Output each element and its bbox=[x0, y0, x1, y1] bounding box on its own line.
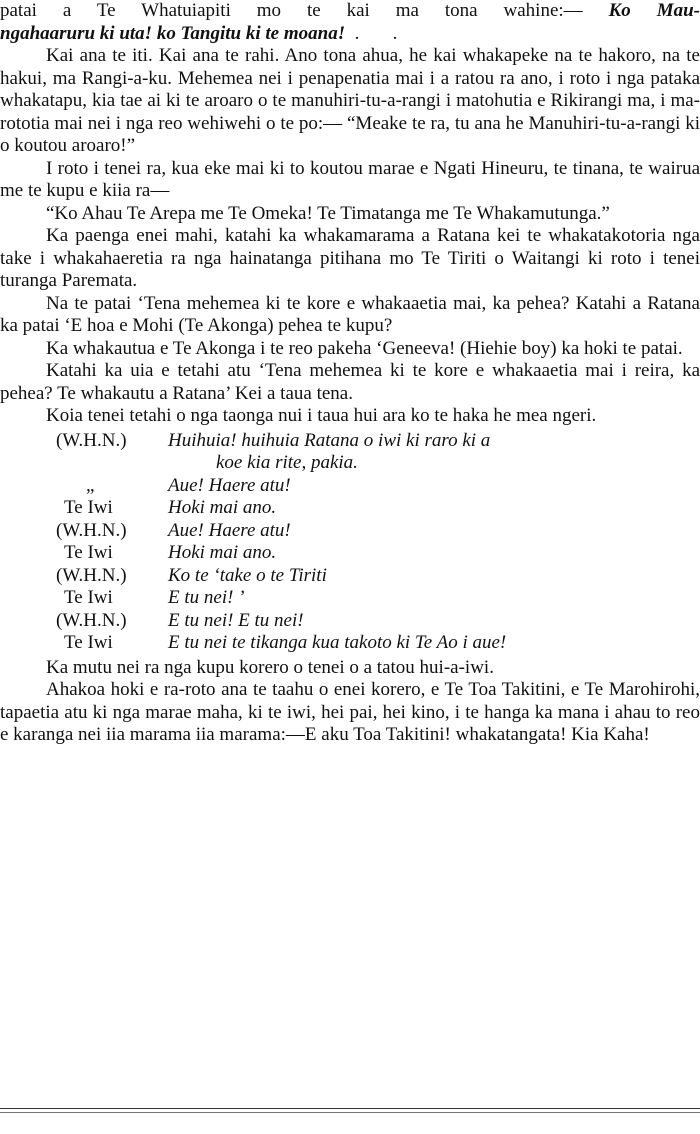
chant-line: Hoki mai ano. bbox=[168, 497, 277, 518]
speaker-label: Te Iwi bbox=[64, 632, 113, 653]
speaker-label: Te Iwi bbox=[64, 497, 113, 518]
paragraph-uia: Katahi ka uia e tetahi atu ‘Tena mehemea ki te kore e whakaaetia mai i reira, ka pehea? Te whakautu a Ratana’ Kei a taua tena. bbox=[0, 360, 700, 404]
divider bbox=[0, 1108, 700, 1109]
chant-line: Hoki mai ano. bbox=[168, 542, 277, 563]
speaker-label: (W.H.N.) bbox=[56, 519, 127, 541]
speaker-label: „ bbox=[86, 474, 95, 496]
speaker-label: (W.H.N.) bbox=[56, 429, 127, 451]
chant-line: E tu nei! ’ bbox=[168, 587, 245, 608]
paragraph-opening bbox=[0, 0, 700, 45]
chant-line: E tu nei te tikanga kua takoto ki Te Ao i aue! bbox=[168, 632, 507, 653]
closing-text bbox=[0, 657, 700, 747]
paragraph-arepa-omeka: “Ko Ahau Te Arepa me Te Omeka! Te Timatanga me Te Whakamutunga.” bbox=[46, 202, 610, 224]
speaker-label: (W.H.N.) bbox=[56, 564, 127, 586]
paragraph-ngati-hineuru: I roto i tenei ra, kua eke mai ki to koutou marae e Ngati Hineuru, te tinana, te wairua me te kupu e kiia ra— bbox=[0, 157, 700, 201]
opening-line-1: patai a Te Whatuiapiti mo te kai ma tona wahine:— Ko Mau- bbox=[0, 0, 700, 21]
paragraph-patai: Na te patai ‘Tena mehemea ki te kore e whakaaetia mai, ka pehea? Katahi a Ratana ka patai ‘E hoa e Mohi (Te Akonga) pehea te kupu? bbox=[0, 292, 700, 336]
paragraph-ratana-petition: Ka paenga enei mahi, katahi ka whakamarama a Ratana kei te whakatakotoria nga take i whakahaeretia ra nga hainatanga pitihana mo Te Tiriti o Waitangi ki roto i tenei turanga Paremata. bbox=[0, 225, 700, 291]
haka-exchange bbox=[0, 430, 700, 655]
paragraph-whakautua: Ka whakautua e Te Akonga i te reo pakeha ‘Geneeva! (Hiehie boy) ka hoki te patai. bbox=[46, 337, 683, 359]
footer-rules bbox=[0, 1108, 700, 1116]
speaker-label: Te Iwi bbox=[64, 587, 113, 608]
emphasis-quote-start: Ko Mau- bbox=[608, 0, 700, 21]
chant-line: E tu nei! E tu nei! bbox=[168, 609, 304, 631]
opening-line-2: ngahaaruru ki uta! ko Tangitu ki te moana! . . bbox=[0, 22, 398, 44]
chant-line: Ko te ‘take o te Tiriti bbox=[168, 564, 327, 586]
paragraph-toa-takitini: Ahakoa hoki e ra-roto ana te taahu o enei korero, e Te Toa Takitini, e Te Marohirohi, tapaetia atu ki nga marae maha, ki te iwi, hei pai, hei kino, i te hanga ka mana i ahau to reo e karanga nei iia marama iia marama:—E aku Toa Takitini! whakatangata! Kia Kaha! bbox=[0, 679, 700, 745]
chant-line: Aue! Haere atu! bbox=[168, 474, 291, 496]
chant-line: Aue! Haere atu! bbox=[168, 519, 291, 541]
speaker-label: (W.H.N.) bbox=[56, 609, 127, 631]
paragraph-kai: Kai ana te iti. Kai ana te rahi. Ano tona ahua, he kai whakapeke na te hakoro, na te hakui, ma Rangi-a-ku. Mehemea nei i penapenatia mai i a ratou ra ano, i roto i nga pataka whakatapu, kia tae ai ki te aroaro o te manuhiri-tu-a-rangi i matohutia e Rikirangi ma, i ma-rototia mai nei i nga reo wehiwehi o te po:— “Meake te ra, tu ana he Manuhiri-tu-a-rangi ki o koutou aroaro!” bbox=[0, 45, 700, 156]
speaker-label: Te Iwi bbox=[64, 542, 113, 563]
paragraph-haka: Koia tenei tetahi o nga taonga nui i taua hui ara ko te haka he mea ngeri. bbox=[46, 405, 597, 426]
body-text bbox=[0, 0, 700, 428]
chant-line: Huihuia! huihuia Ratana o iwi ki raro ki a koe kia rite, pakia. bbox=[168, 429, 491, 473]
divider bbox=[0, 1112, 700, 1113]
emphasis-quote-end: ngahaaruru ki uta! ko Tangitu ki te moana! bbox=[0, 22, 346, 44]
paragraph-hui-a-iwi: Ka mutu nei ra nga kupu korero o tenei o a tatou hui-a-iwi. bbox=[46, 656, 494, 678]
